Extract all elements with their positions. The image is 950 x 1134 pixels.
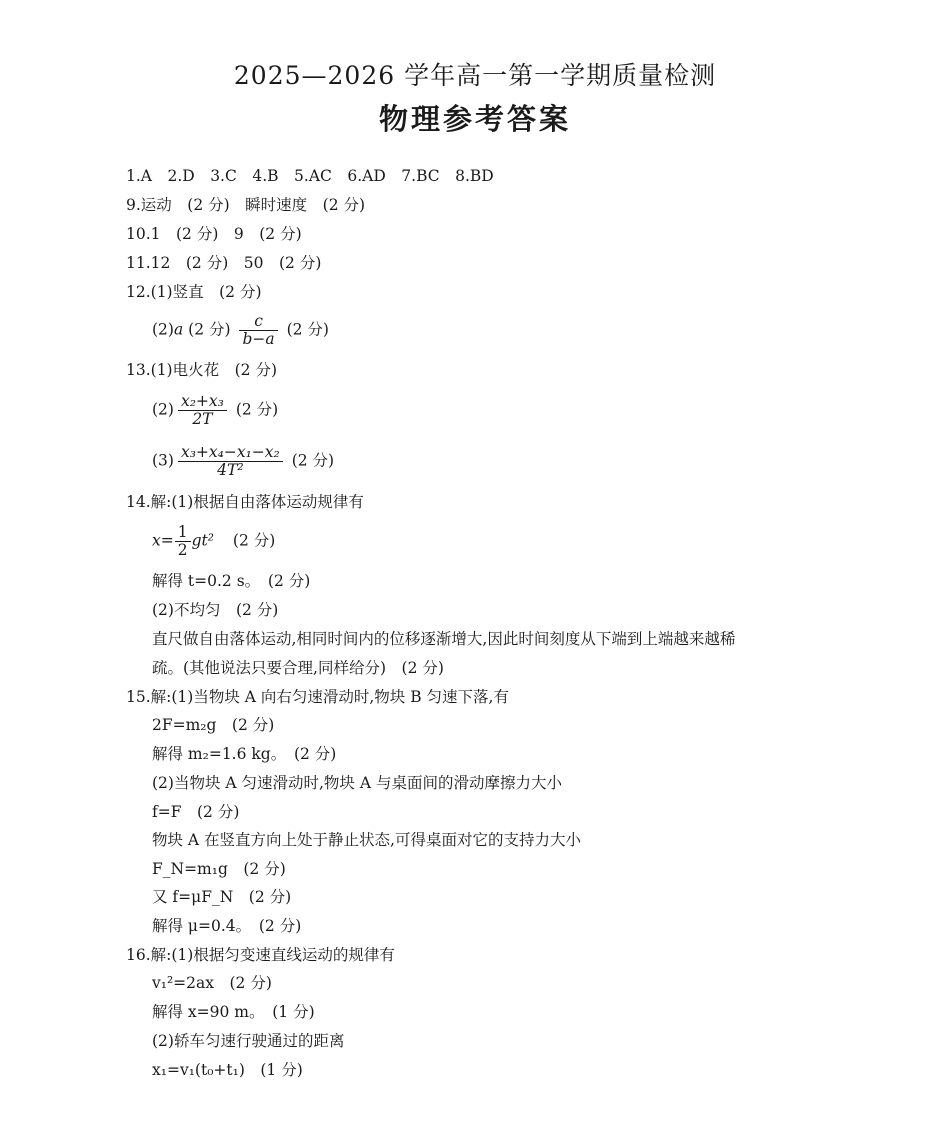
answer-q15-line2: 2F=m₂g (2 分) [152, 716, 275, 734]
score: (2 分) [286, 320, 329, 339]
answer-q12-part1: 12.(1)竖直 (2 分) [126, 283, 262, 301]
fraction [175, 524, 191, 559]
answer-q13-part1: 13.(1)电火花 (2 分) [126, 361, 277, 379]
answer-q15-line4: (2)当物块 A 匀速滑动时,物块 A 与桌面间的滑动摩擦力大小 [152, 774, 562, 792]
fraction-denominator: 2T [192, 410, 213, 428]
part-label: (2) [152, 320, 174, 339]
fraction [239, 313, 277, 348]
fraction-numerator: x₂+x₃ [178, 393, 227, 411]
answer-q14-formula [152, 524, 275, 559]
answer-q13-part2 [152, 393, 278, 428]
answers-q1-8: 1.A 2.D 3.C 4.B 5.AC 6.AD 7.BC 8.BD [126, 167, 494, 185]
page-subtitle: 物理参考答案 [378, 102, 571, 136]
fraction-denominator: b−a [242, 330, 275, 348]
fraction-denominator: 4T² [217, 461, 244, 479]
fraction [178, 444, 283, 479]
answer-q15-line8: 又 f=μF_N (2 分) [152, 888, 292, 906]
answer-q16-line2: v₁²=2ax (2 分) [152, 974, 272, 992]
answer-q15-line5: f=F (2 分) [152, 803, 240, 821]
answer-q16-line4: (2)轿车匀速行驶通过的距离 [152, 1032, 345, 1050]
answer-q16-line3: 解得 x=90 m。 (1 分) [152, 1003, 315, 1021]
answer-q16-line5: x₁=v₁(t₀+t₁) (1 分) [152, 1061, 303, 1079]
answer-q14-line3: 解得 t=0.2 s。 (2 分) [152, 572, 311, 590]
part-label: (2) [152, 400, 174, 419]
answer-q14-line4: (2)不均匀 (2 分) [152, 601, 279, 619]
math-var: a [173, 320, 184, 339]
answer-q9: 9.运动 (2 分) 瞬时速度 (2 分) [126, 196, 366, 214]
fraction-numerator: c [239, 313, 277, 331]
answer-q16-line1: 16.解:(1)根据匀变速直线运动的规律有 [126, 946, 395, 964]
score: (2 分) [291, 451, 335, 470]
answer-q11: 11.12 (2 分) 50 (2 分) [126, 254, 322, 272]
fraction-numerator: 1 [175, 524, 191, 542]
page-title: 2025—2026 学年高一第一学期质量检测 [233, 61, 717, 90]
answer-q10: 10.1 (2 分) 9 (2 分) [126, 225, 302, 243]
answer-q15-line9: 解得 μ=0.4。 (2 分) [152, 917, 302, 935]
math-rhs: gt² [191, 531, 214, 550]
answer-q15-line6: 物块 A 在竖直方向上处于静止状态,可得桌面对它的支持力大小 [152, 831, 581, 849]
answer-q14-line5: 直尺做自由落体运动,相同时间内的位移逐渐增大,因此时间刻度从下端到上端越来越稀 [152, 630, 736, 648]
answer-q14-line6: 疏。(其他说法只要合理,同样给分) (2 分) [152, 659, 444, 677]
score: (2 分) [188, 320, 231, 339]
score: (2 分) [235, 400, 279, 419]
answer-q12-part2 [152, 313, 329, 348]
answer-q15-line3: 解得 m₂=1.6 kg。 (2 分) [152, 745, 337, 763]
fraction [178, 393, 227, 428]
fraction-numerator: x₃+x₄−x₁−x₂ [178, 444, 283, 462]
answer-q14-line1: 14.解:(1)根据自由落体运动规律有 [126, 493, 364, 511]
part-label: (3) [152, 451, 174, 470]
math-lhs: x= [152, 531, 174, 550]
answer-q15-line7: F_N=m₁g (2 分) [152, 860, 286, 878]
answer-q15-line1: 15.解:(1)当物块 A 向右匀速滑动时,物块 B 匀速下落,有 [126, 688, 509, 706]
fraction-denominator: 2 [177, 541, 188, 559]
answer-q13-part3 [152, 444, 334, 479]
score: (2 分) [232, 531, 276, 550]
